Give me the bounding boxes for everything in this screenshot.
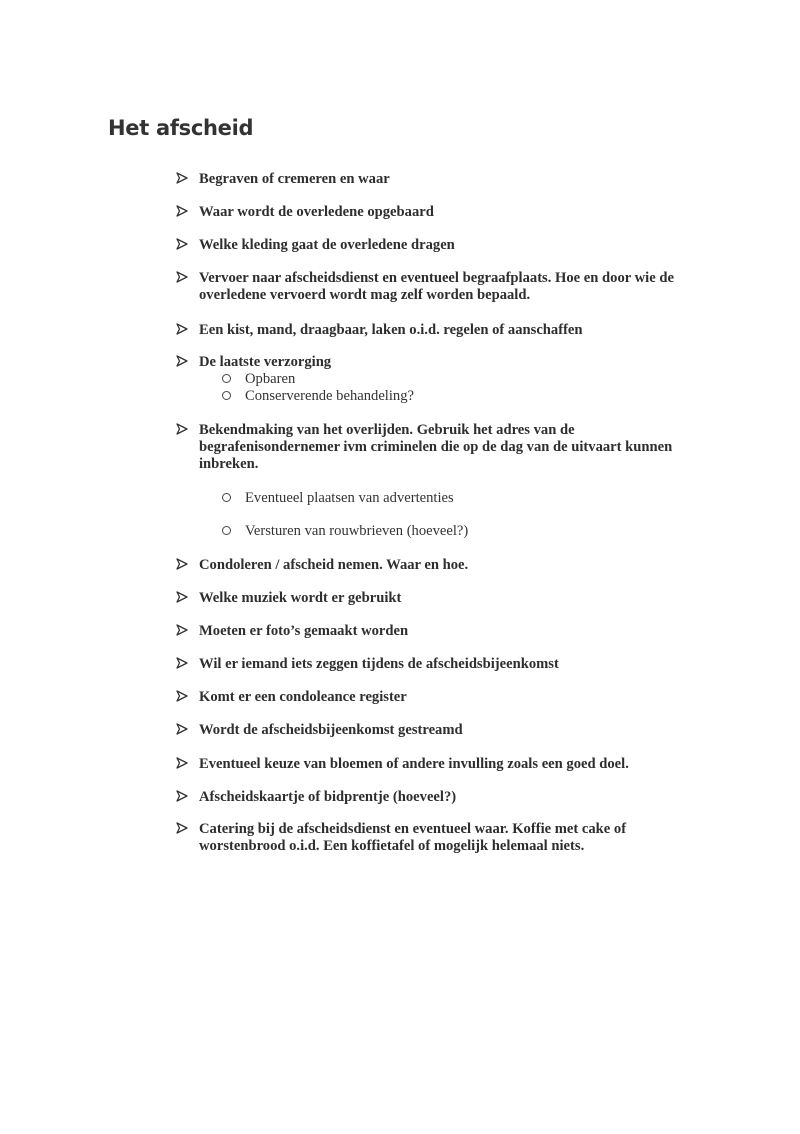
arrow-bullet-icon [176, 323, 190, 337]
list-item-text: Welke muziek wordt er gebruikt [199, 590, 402, 606]
circle-bullet-icon [222, 526, 231, 535]
sub-list-item-text: Eventueel plaatsen van advertenties [245, 490, 454, 506]
arrow-bullet-icon [176, 690, 190, 704]
arrow-bullet-icon [176, 723, 190, 737]
list-item-text: Afscheidskaartje of bidprentje (hoeveel?) [199, 789, 457, 805]
list-item-text: Wil er iemand iets zeggen tijdens de afscheidsbijeenkomst [199, 656, 559, 672]
list-item [176, 422, 716, 473]
arrow-bullet-icon [176, 591, 190, 605]
arrow-bullet-icon [176, 238, 190, 252]
sub-list-item [222, 371, 295, 388]
list-item [176, 590, 716, 607]
list-item-text: Waar wordt de overledene opgebaard [199, 204, 434, 220]
list-item-text: Welke kleding gaat de overledene dragen [199, 237, 455, 253]
list-item [176, 656, 716, 673]
list-item [176, 270, 716, 304]
list-item [176, 354, 716, 371]
sub-list-item [222, 490, 454, 507]
list-item-text: Komt er een condoleance register [199, 689, 407, 705]
arrow-bullet-icon [176, 757, 190, 771]
list-item [176, 821, 716, 855]
sub-list-item-text: Conserverende behandeling? [245, 388, 414, 404]
arrow-bullet-icon [176, 657, 190, 671]
circle-bullet-icon [222, 374, 231, 383]
list-item [176, 204, 716, 221]
list-item [176, 623, 716, 640]
list-item-text: De laatste verzorging [199, 354, 332, 370]
list-item-text: Een kist, mand, draagbaar, laken o.i.d. regelen of aanschaffen [199, 322, 583, 338]
sub-list-item-text: Versturen van rouwbrieven (hoeveel?) [245, 523, 469, 539]
list-item-text: Wordt de afscheidsbijeenkomst gestreamd [199, 722, 463, 738]
arrow-bullet-icon [176, 205, 190, 219]
arrow-bullet-icon [176, 172, 190, 186]
arrow-bullet-icon [176, 558, 190, 572]
page-title: Het afscheid [108, 116, 254, 140]
arrow-bullet-icon [176, 822, 190, 836]
list-item-text: Condoleren / afscheid nemen. Waar en hoe. [199, 557, 469, 573]
list-item-text: Bekendmaking van het overlijden. Gebruik het adres van de begrafenisondernemer ivm criminelen die op de dag van de uitvaart kunnen inbreken. [199, 422, 673, 472]
list-item [176, 756, 716, 773]
list-item-text: Eventueel keuze van bloemen of andere invulling zoals een goed doel. [199, 756, 629, 772]
list-item [176, 557, 716, 574]
list-item [176, 789, 716, 806]
circle-bullet-icon [222, 493, 231, 502]
sub-list-item [222, 388, 414, 405]
list-item-text: Moeten er foto’s gemaakt worden [199, 623, 409, 639]
list-item [176, 322, 716, 339]
arrow-bullet-icon [176, 624, 190, 638]
circle-bullet-icon [222, 391, 231, 400]
list-item [176, 722, 716, 739]
list-item [176, 689, 716, 706]
sub-list-item-text: Opbaren [245, 371, 296, 387]
list-item-text: Catering bij de afscheidsdienst en eventueel waar. Koffie met cake of worstenbrood o.i.d. Een koffietafel of mogelijk helemaal niets. [199, 821, 627, 854]
arrow-bullet-icon [176, 355, 190, 369]
list-item [176, 237, 716, 254]
list-item-text: Begraven of cremeren en waar [199, 171, 390, 187]
arrow-bullet-icon [176, 790, 190, 804]
list-item [176, 171, 716, 188]
list-item-text: Vervoer naar afscheidsdienst en eventueel begraafplaats. Hoe en door wie de overledene vervoerd wordt mag zelf worden bepaald. [199, 270, 674, 303]
sub-list-item [222, 523, 468, 540]
arrow-bullet-icon [176, 423, 190, 437]
arrow-bullet-icon [176, 271, 190, 285]
